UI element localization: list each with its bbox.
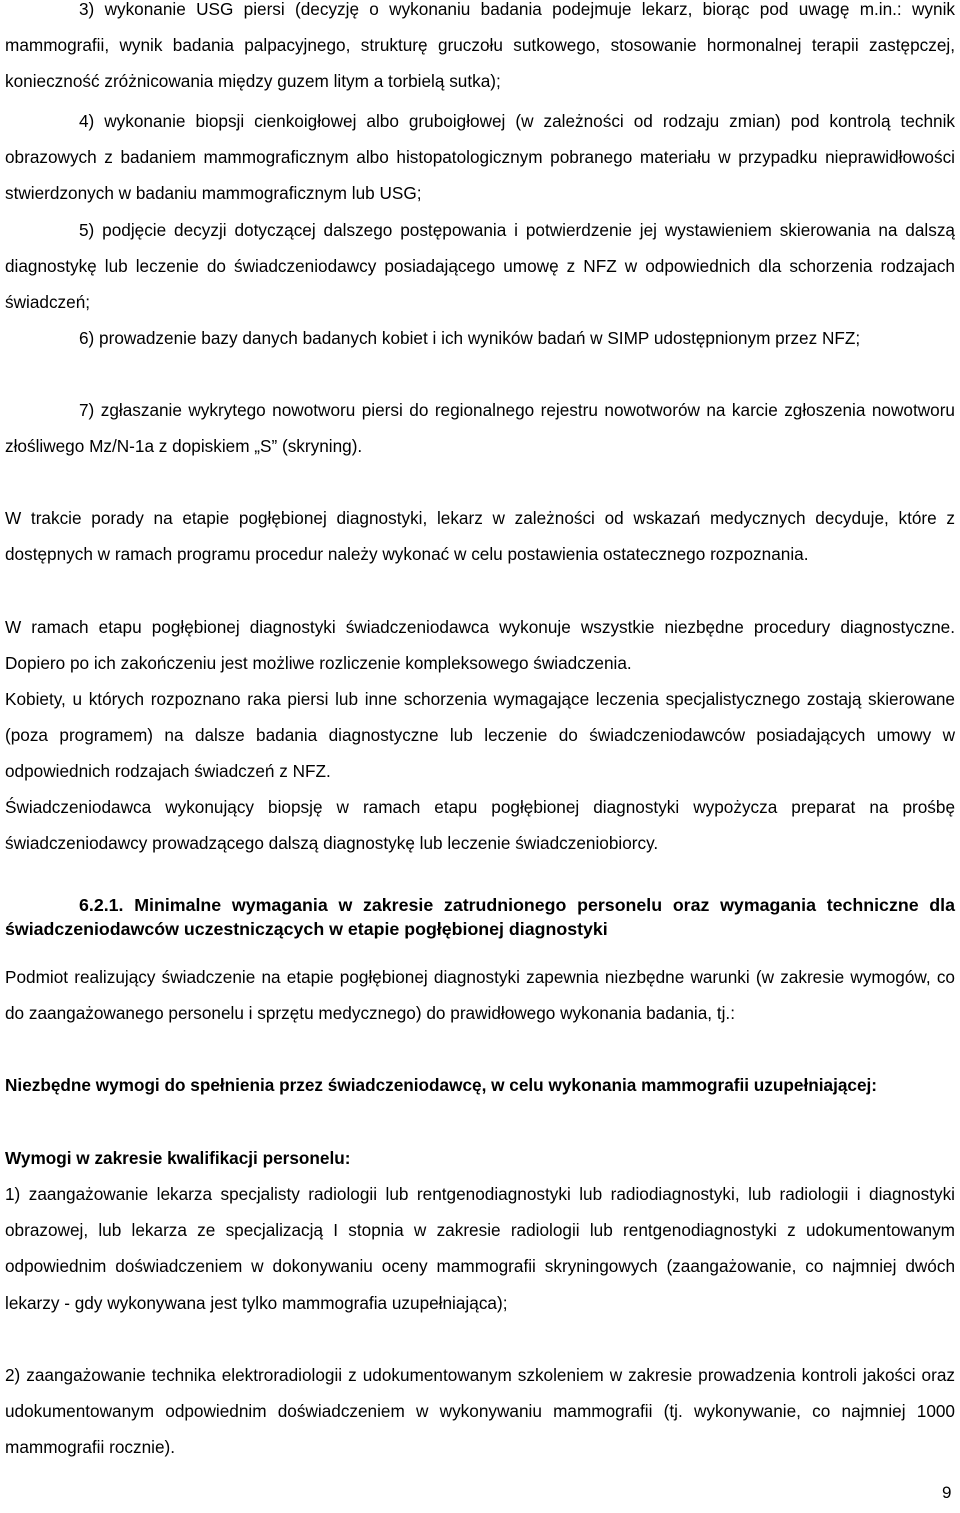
list-item-3: 3) wykonanie USG piersi (decyzję o wykonaniu badania podejmuje lekarz, biorąc pod uwagę m.in.: wynik mammografii, wynik badania palpacyjnego, strukturę gruczołu sutkowego, stosowanie hormonalnej terapii zastępczej, konieczność zróżnicowania między guzem litym a torbielą sutka); <box>5 0 955 92</box>
requirement-item-1: 1) zaangażowanie lekarza specjalisty radiologii lub rentgenodiagnostyki lub radiodiagnostyki, lub radiologii i diagnostyki obrazowej, lub lekarza ze specjalizacją I stopnia w zakresie radiologii lub rentgenodiagnostyki z udokumentowanym odpowiednim doświadczeniem w dokonywaniu oceny mammografii skryningowych (zaangażowanie, co najmniej dwóch lekarzy - gdy wykonywana jest tylko mammografia uzupełniająca); <box>5 1184 955 1313</box>
list-item-4: 4) wykonanie biopsji cienkoigłowej albo gruboigłowej (w zależności od rodzaju zmian) pod kontrolą technik obrazowych z badaniem mammograficznym albo histopatologicznym pobranego materiału w przypadku nieprawidłowości stwierdzonych w badaniu mammograficznym lub USG; <box>5 111 955 204</box>
paragraph-biopsy-loan: Świadczeniodawca wykonujący biopsję w ramach etapu pogłębionej diagnostyki wypożycza preparat na prośbę świadczeniodawcy prowadzącego dalszą diagnostykę lub leczenie świadczeniobiorcy. <box>5 797 955 854</box>
paragraph-referral: Kobiety, u których rozpoznano raka piersi lub inne schorzenia wymagające leczenia specjalistycznego zostają skierowane (poza programem) na dalsze badania diagnostyczne lub leczenie do świadczeniodawców posiadających umowy w odpowiednich rodzajach świadczeń z NFZ. <box>5 689 955 782</box>
paragraph-procedures: W ramach etapu pogłębionej diagnostyki świadczeniodawca wykonuje wszystkie niezbędne procedury diagnostyczne. Dopiero po ich zakończeniu jest możliwe rozliczenie kompleksowego świadczenia. <box>5 617 955 674</box>
paragraph-requirements-intro: Podmiot realizujący świadczenie na etapie pogłębionej diagnostyki zapewnia niezbędne warunki (w zakresie wymogów, co do zaangażowanego personelu i sprzętu medycznego) do prawidłowego wykonania badania, tj.: <box>5 967 955 1024</box>
qualifications-heading: Wymogi w zakresie kwalifikacji personelu: <box>5 1148 351 1168</box>
list-item-5: 5) podjęcie decyzji dotyczącej dalszego postępowania i potwierdzenie jej wystawieniem skierowania na dalszą diagnostykę lub leczenie do świadczeniodawcy posiadającego umowę z NFZ w odpowiednich dla schorzenia rodzajach świadczeń; <box>5 220 955 313</box>
list-item-6: 6) prowadzenie bazy danych badanych kobiet i ich wyników badań w SIMP udostępnionym przez NFZ; <box>79 328 861 348</box>
requirements-heading: Niezbędne wymogi do spełnienia przez świadczeniodawcę, w celu wykonania mammografii uzupełniającej: <box>5 1075 878 1095</box>
section-heading: 6.2.1. Minimalne wymagania w zakresie zatrudnionego personelu oraz wymagania techniczne dla świadczeniodawców uczestniczących w etapie pogłębionej diagnostyki <box>5 895 955 939</box>
paragraph-diagnostics-decision: W trakcie porady na etapie pogłębionej diagnostyki, lekarz w zależności od wskazań medycznych decyduje, które z dostępnych w ramach programu procedur należy wykonać w celu postawienia ostatecznego rozpoznania. <box>5 508 955 565</box>
requirement-item-2: 2) zaangażowanie technika elektroradiologii z udokumentowanym szkoleniem w zakresie prowadzenia kontroli jakości oraz udokumentowanym odpowiednim doświadczeniem w wykonywaniu mammografii (tj. wykonywanie, co najmniej 1000 mammografii rocznie). <box>5 1365 955 1458</box>
page-number: 9 <box>942 1483 952 1502</box>
list-item-7: 7) zgłaszanie wykrytego nowotworu piersi do regionalnego rejestru nowotworów na karcie zgłoszenia nowotworu złośliwego Mz/N-1a z dopiskiem „S” (skryning). <box>5 400 955 457</box>
